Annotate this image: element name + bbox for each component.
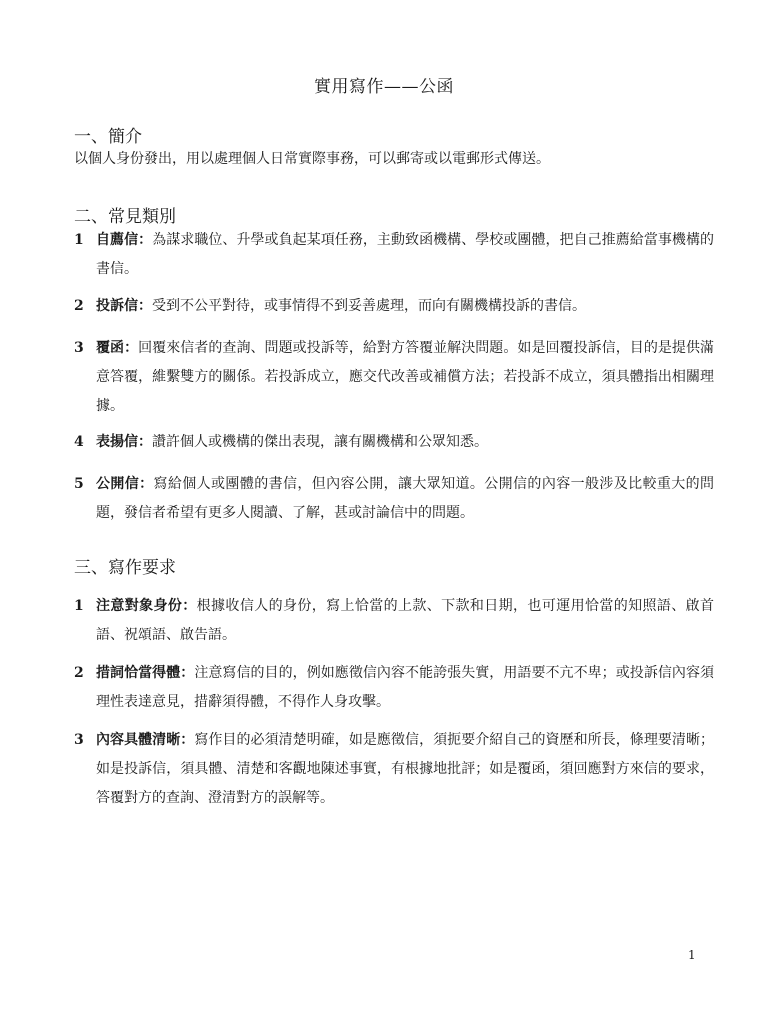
item-description: 為謀求職位、升學或負起某項任務，主動致函機構、學校或團體，把自己推薦給當事機構的書信。 (96, 232, 714, 277)
item-number: 1 (74, 232, 84, 248)
requirement-item (74, 659, 714, 717)
item-number: 1 (74, 598, 84, 614)
item-number: 5 (74, 476, 84, 492)
section-heading-intro: 一、簡介 (74, 127, 142, 147)
item-number: 4 (74, 434, 84, 450)
item-number: 3 (74, 340, 84, 356)
page-number: 1 (688, 948, 696, 962)
requirement-item (74, 592, 714, 650)
item-description: 受到不公平對待，或事情得不到妥善處理，而向有關機構投訴的書信。 (152, 298, 586, 314)
item-number: 3 (74, 732, 84, 748)
requirement-item (74, 726, 714, 813)
category-item (74, 334, 714, 421)
item-term: 投訴信： (96, 298, 152, 314)
item-number: 2 (74, 665, 84, 681)
item-description: 讚許個人或機構的傑出表現，讓有關機構和公眾知悉。 (152, 434, 488, 450)
category-item (74, 470, 714, 528)
section-heading-categories: 二、常見類別 (74, 207, 176, 227)
section-heading-requirements: 三、寫作要求 (74, 558, 176, 578)
item-term: 內容具體清晰： (96, 732, 195, 748)
item-term: 公開信： (96, 476, 154, 492)
category-item (74, 226, 714, 284)
item-number: 2 (74, 298, 84, 314)
intro-paragraph: 以個人身份發出，用以處理個人日常實際事務，可以郵寄或以電郵形式傳送。 (74, 151, 550, 167)
item-term: 注意對象身份： (96, 598, 197, 614)
item-description: 寫給個人或團體的書信，但內容公開，讓大眾知道。公開信的內容一般涉及比較重大的問題，發信者希望有更多人閱讀、了解，甚或討論信中的問題。 (96, 476, 715, 521)
item-description: 寫作目的必須清楚明確，如是應徵信，須扼要介紹自己的資歷和所長，條理要清晰；如是投訴信，須具體、清楚和客觀地陳述事實，有根據地批評；如是覆函，須回應對方來信的要求，答覆對方的查詢、澄清對方的誤解等。 (96, 732, 715, 806)
item-term: 表揚信： (96, 434, 152, 450)
item-term: 覆函： (96, 340, 139, 356)
item-description: 注意寫信的目的，例如應徵信內容不能誇張失實，用語要不亢不卑；或投訴信內容須理性表達意見，措辭須得體，不得作人身攻擊。 (96, 665, 715, 710)
category-item (74, 428, 714, 457)
category-item (74, 292, 714, 321)
item-description: 根據收信人的身份，寫上恰當的上款、下款和日期，也可運用恰當的知照語、啟首語、祝頌語、啟告語。 (96, 598, 715, 643)
document-title: 實用寫作——公函 (314, 77, 454, 97)
item-term: 措詞恰當得體： (96, 665, 195, 681)
item-description: 回覆來信者的查詢、問題或投訴等，給對方答覆並解決問題。如是回覆投訴信，目的是提供滿意答覆，維繫雙方的關係。若投訴成立，應交代改善或補償方法；若投訴不成立，須具體指出相關理據。 (96, 340, 714, 414)
item-term: 自薦信： (96, 232, 153, 248)
